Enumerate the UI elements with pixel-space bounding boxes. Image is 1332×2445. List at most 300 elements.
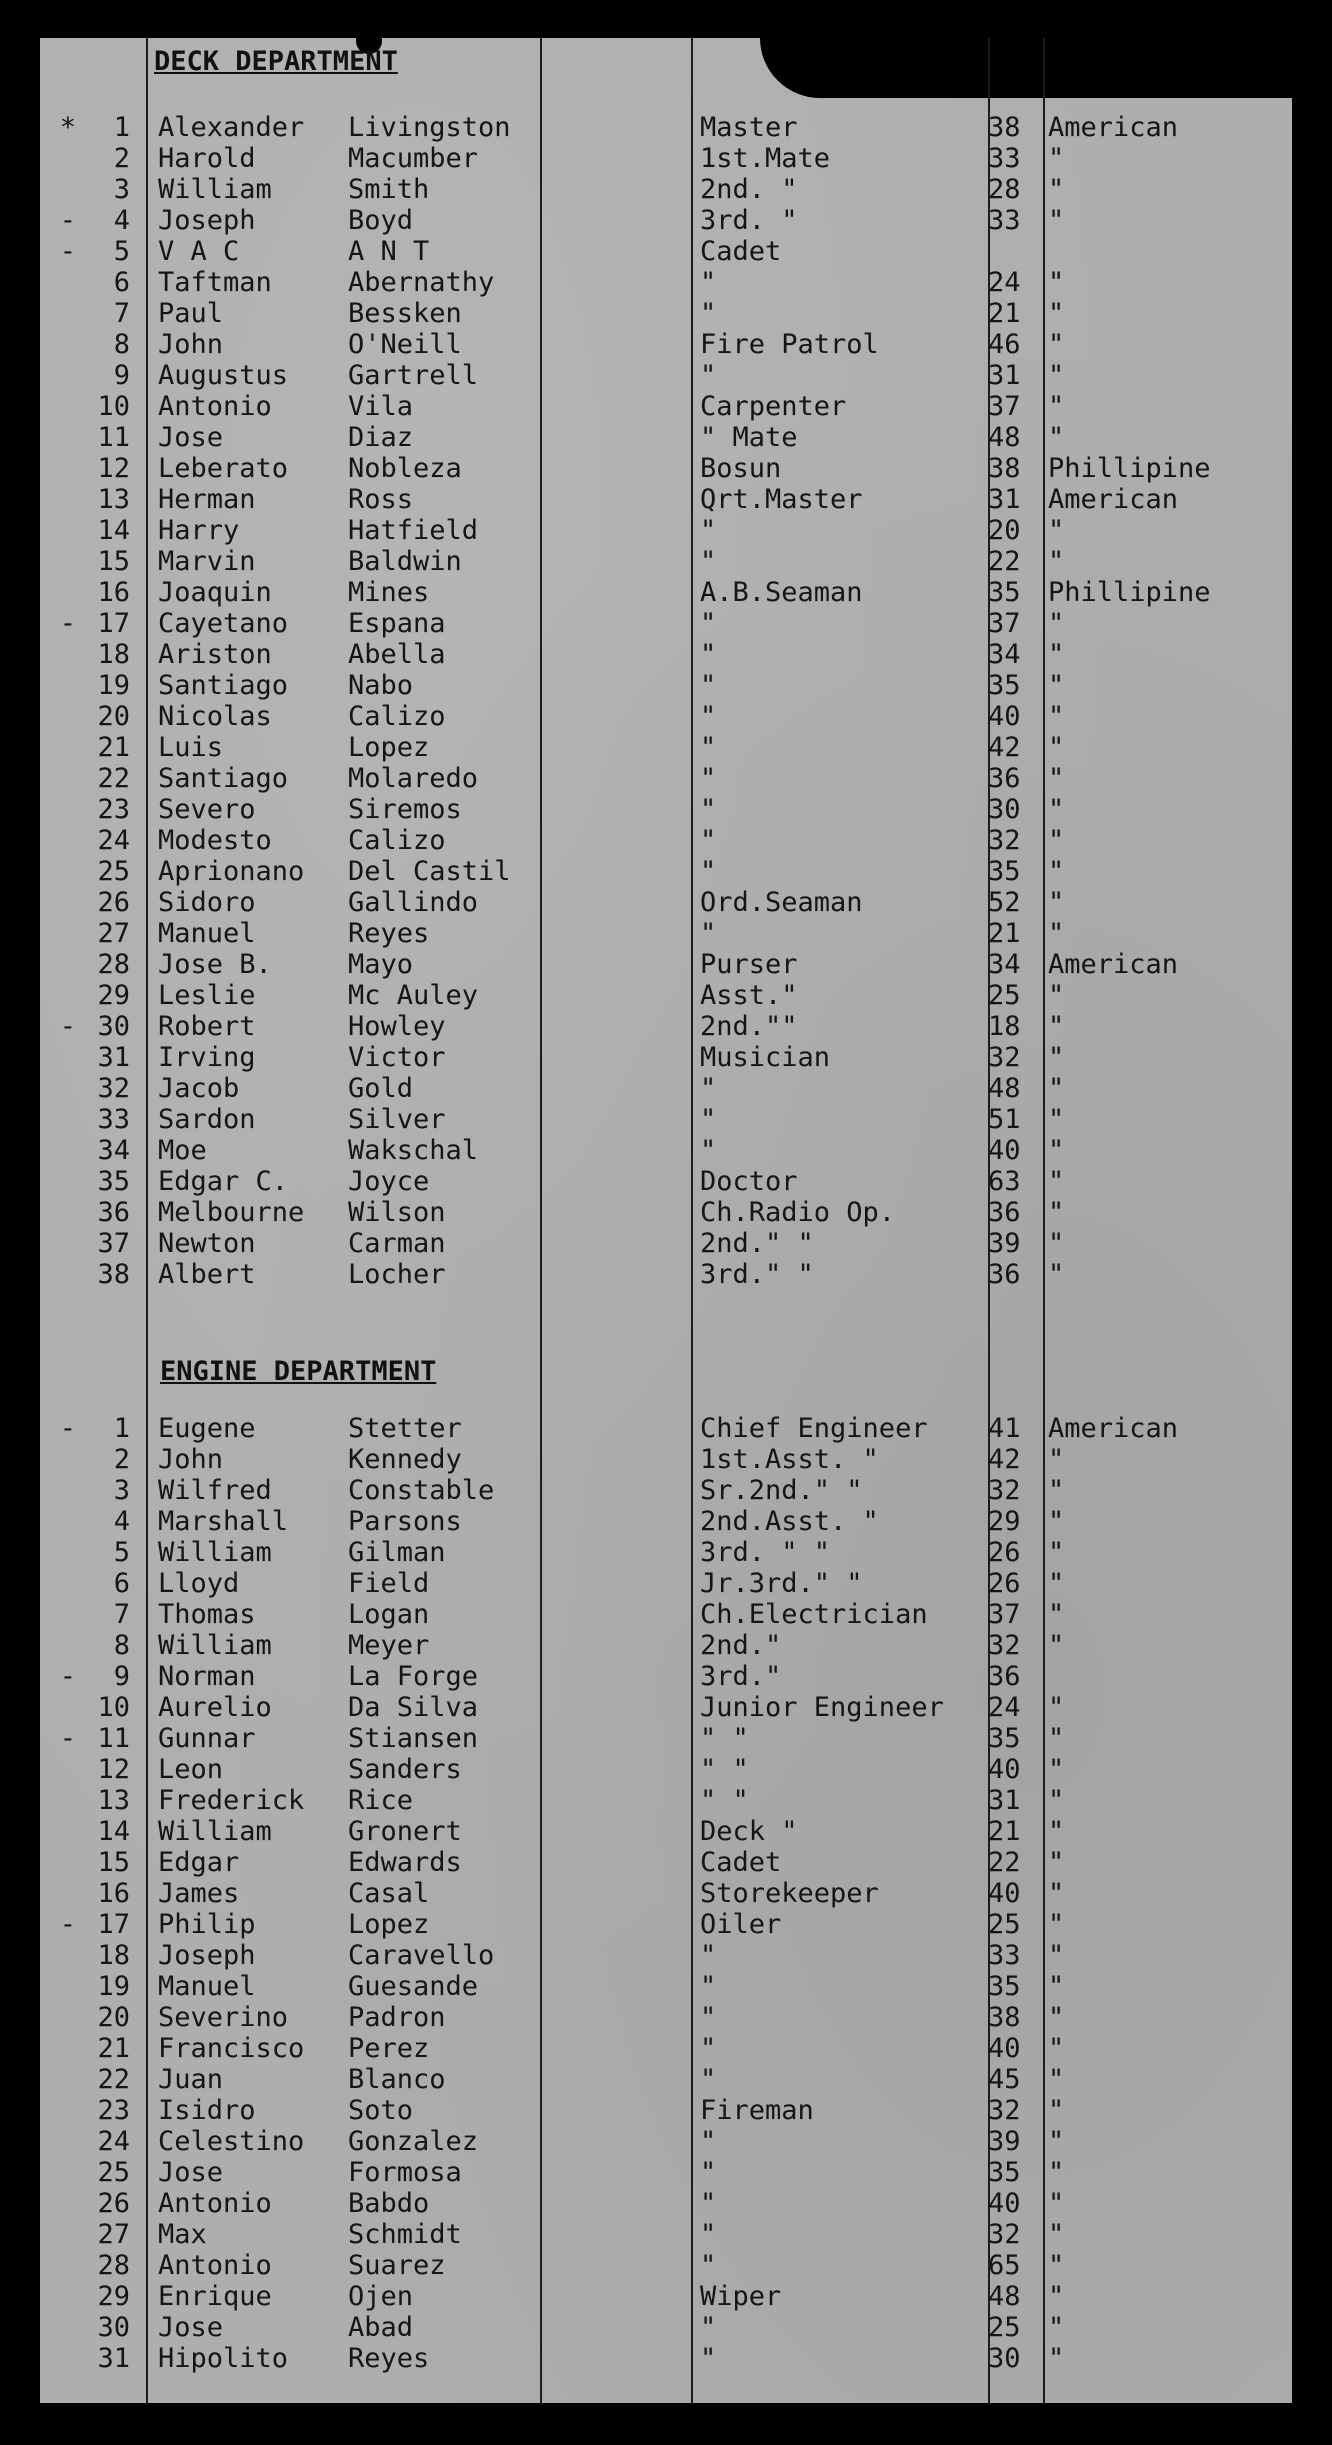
- row-number: 9: [113, 1661, 130, 1692]
- age: 40: [988, 701, 1021, 732]
- table-row: [40, 1723, 1292, 1754]
- position: ": [700, 546, 717, 577]
- position: ": [700, 2250, 717, 2281]
- first-name: Marvin: [158, 546, 256, 577]
- table-row: [40, 267, 1292, 298]
- last-name: Edwards: [348, 1847, 462, 1878]
- nationality: ": [1048, 298, 1065, 329]
- first-name: John: [158, 1444, 224, 1475]
- first-name: William: [158, 1537, 272, 1568]
- nationality: ": [1048, 608, 1065, 639]
- first-name: Jose: [158, 2157, 224, 2188]
- age: 30: [988, 2343, 1021, 2374]
- first-name: Manuel: [158, 1971, 256, 2002]
- position: 3rd. ": [700, 205, 798, 236]
- table-row: [40, 1197, 1292, 1228]
- row-number: 28: [97, 2250, 130, 2281]
- position: " ": [700, 1754, 749, 1785]
- last-name: Lopez: [348, 1909, 430, 1940]
- table-row: [40, 1537, 1292, 1568]
- nationality: ": [1048, 980, 1065, 1011]
- nationality: American: [1048, 112, 1179, 143]
- row-number: 18: [97, 1940, 130, 1971]
- row-number: 20: [97, 2002, 130, 2033]
- age: 33: [988, 1940, 1021, 1971]
- first-name: William: [158, 1816, 272, 1847]
- nationality: ": [1048, 732, 1065, 763]
- table-row: [40, 484, 1292, 515]
- table-row: [40, 205, 1292, 236]
- row-number: 30: [97, 2312, 130, 2343]
- nationality: ": [1048, 1940, 1065, 1971]
- age: 30: [988, 794, 1021, 825]
- deck-department-heading: DECK DEPARTMENT: [154, 46, 398, 77]
- first-name: Robert: [158, 1011, 256, 1042]
- table-row: [40, 1909, 1292, 1940]
- last-name: Casal: [348, 1878, 430, 1909]
- first-name: Marshall: [158, 1506, 289, 1537]
- row-number: 26: [97, 2188, 130, 2219]
- last-name: Perez: [348, 2033, 430, 2064]
- row-number: 17: [97, 1909, 130, 1940]
- nationality: ": [1048, 2002, 1065, 2033]
- row-mark: -: [59, 1661, 76, 1692]
- age: 32: [988, 2095, 1021, 2126]
- age: 36: [988, 1259, 1021, 1290]
- first-name: Joseph: [158, 205, 256, 236]
- nationality: ": [1048, 2219, 1065, 2250]
- nationality: ": [1048, 515, 1065, 546]
- first-name: Celestino: [158, 2126, 305, 2157]
- nationality: ": [1048, 2033, 1065, 2064]
- row-mark: -: [59, 1909, 76, 1940]
- last-name: Ojen: [348, 2281, 414, 2312]
- last-name: A N T: [348, 236, 430, 267]
- row-number: 23: [97, 2095, 130, 2126]
- age: 35: [988, 577, 1021, 608]
- age: 34: [988, 639, 1021, 670]
- position: Fire Patrol: [700, 329, 879, 360]
- last-name: Schmidt: [348, 2219, 462, 2250]
- row-number: 5: [113, 236, 130, 267]
- age: 51: [988, 1104, 1021, 1135]
- table-row: [40, 515, 1292, 546]
- age: 21: [988, 1816, 1021, 1847]
- row-number: 6: [113, 267, 130, 298]
- row-number: 15: [97, 546, 130, 577]
- last-name: Gold: [348, 1073, 414, 1104]
- position: Fireman: [700, 2095, 814, 2126]
- nationality: ": [1048, 1135, 1065, 1166]
- table-row: [40, 391, 1292, 422]
- first-name: Joseph: [158, 1940, 256, 1971]
- first-name: Alexander: [158, 112, 305, 143]
- table-row: [40, 1971, 1292, 2002]
- age: 48: [988, 2281, 1021, 2312]
- row-number: 15: [97, 1847, 130, 1878]
- age: 33: [988, 205, 1021, 236]
- nationality: American: [1048, 1413, 1179, 1444]
- row-number: 21: [97, 2033, 130, 2064]
- nationality: ": [1048, 360, 1065, 391]
- first-name: Jacob: [158, 1073, 240, 1104]
- last-name: Hatfield: [348, 515, 479, 546]
- last-name: Babdo: [348, 2188, 430, 2219]
- nationality: ": [1048, 391, 1065, 422]
- table-row: [40, 825, 1292, 856]
- age: 34: [988, 949, 1021, 980]
- position: Cadet: [700, 236, 782, 267]
- row-number: 11: [97, 422, 130, 453]
- last-name: Field: [348, 1568, 430, 1599]
- age: 25: [988, 2312, 1021, 2343]
- row-number: 2: [113, 1444, 130, 1475]
- table-row: [40, 701, 1292, 732]
- position: " ": [700, 1723, 749, 1754]
- position: 3rd." ": [700, 1259, 814, 1290]
- position: ": [700, 2157, 717, 2188]
- first-name: Wilfred: [158, 1475, 272, 1506]
- row-number: 2: [113, 143, 130, 174]
- first-name: Leberato: [158, 453, 289, 484]
- table-row: [40, 2002, 1292, 2033]
- age: 35: [988, 670, 1021, 701]
- position: ": [700, 639, 717, 670]
- table-row: [40, 887, 1292, 918]
- row-number: 11: [97, 1723, 130, 1754]
- age: 31: [988, 360, 1021, 391]
- table-row: [40, 2188, 1292, 2219]
- table-row: [40, 639, 1292, 670]
- nationality: ": [1048, 422, 1065, 453]
- table-row: [40, 2157, 1292, 2188]
- age: 25: [988, 1909, 1021, 1940]
- row-number: 27: [97, 918, 130, 949]
- row-number: 29: [97, 980, 130, 1011]
- first-name: Modesto: [158, 825, 272, 856]
- first-name: Manuel: [158, 918, 256, 949]
- position: ": [700, 794, 717, 825]
- first-name: Ariston: [158, 639, 272, 670]
- age: 37: [988, 608, 1021, 639]
- position: Ord.Seaman: [700, 887, 863, 918]
- table-row: [40, 112, 1292, 143]
- row-number: 7: [113, 1599, 130, 1630]
- torn-edge: [760, 38, 1292, 98]
- nationality: ": [1048, 2095, 1065, 2126]
- first-name: Jose: [158, 2312, 224, 2343]
- row-number: 24: [97, 2126, 130, 2157]
- first-name: Enrique: [158, 2281, 272, 2312]
- age: 36: [988, 1197, 1021, 1228]
- row-number: 4: [113, 205, 130, 236]
- first-name: Leslie: [158, 980, 256, 1011]
- age: 36: [988, 1661, 1021, 1692]
- table-row: [40, 2250, 1292, 2281]
- last-name: Abernathy: [348, 267, 495, 298]
- age: 40: [988, 1754, 1021, 1785]
- table-row: [40, 422, 1292, 453]
- table-row: [40, 1228, 1292, 1259]
- age: 32: [988, 1042, 1021, 1073]
- last-name: Ross: [348, 484, 414, 515]
- first-name: Edgar: [158, 1847, 240, 1878]
- position: Deck ": [700, 1816, 798, 1847]
- table-row: [40, 1599, 1292, 1630]
- table-row: [40, 856, 1292, 887]
- first-name: Max: [158, 2219, 207, 2250]
- row-mark: -: [59, 1413, 76, 1444]
- row-number: 8: [113, 1630, 130, 1661]
- last-name: Blanco: [348, 2064, 446, 2095]
- position: Bosun: [700, 453, 782, 484]
- first-name: Norman: [158, 1661, 256, 1692]
- last-name: Carman: [348, 1228, 446, 1259]
- first-name: Augustus: [158, 360, 289, 391]
- first-name: Sidoro: [158, 887, 256, 918]
- position: Doctor: [700, 1166, 798, 1197]
- table-row: [40, 577, 1292, 608]
- position: Storekeeper: [700, 1878, 879, 1909]
- last-name: Da Silva: [348, 1692, 479, 1723]
- nationality: ": [1048, 1475, 1065, 1506]
- last-name: Rice: [348, 1785, 414, 1816]
- first-name: Severino: [158, 2002, 289, 2033]
- age: 63: [988, 1166, 1021, 1197]
- row-number: 10: [97, 391, 130, 422]
- table-row: [40, 453, 1292, 484]
- nationality: ": [1048, 1228, 1065, 1259]
- first-name: Antonio: [158, 2188, 272, 2219]
- last-name: Vila: [348, 391, 414, 422]
- age: 29: [988, 1506, 1021, 1537]
- position: Qrt.Master: [700, 484, 863, 515]
- row-mark: *: [59, 112, 76, 143]
- table-row: [40, 2312, 1292, 2343]
- row-number: 25: [97, 2157, 130, 2188]
- row-number: 1: [113, 112, 130, 143]
- age: 26: [988, 1568, 1021, 1599]
- nationality: ": [1048, 1506, 1065, 1537]
- first-name: Sardon: [158, 1104, 256, 1135]
- position: ": [700, 298, 717, 329]
- nationality: ": [1048, 1011, 1065, 1042]
- first-name: Santiago: [158, 670, 289, 701]
- first-name: Harry: [158, 515, 240, 546]
- last-name: Mc Auley: [348, 980, 479, 1011]
- row-number: 1: [113, 1413, 130, 1444]
- table-row: [40, 2343, 1292, 2374]
- position: ": [700, 856, 717, 887]
- position: ": [700, 2343, 717, 2374]
- last-name: Calizo: [348, 701, 446, 732]
- position: ": [700, 2002, 717, 2033]
- last-name: Nabo: [348, 670, 414, 701]
- age: 39: [988, 1228, 1021, 1259]
- row-number: 38: [97, 1259, 130, 1290]
- last-name: Lopez: [348, 732, 430, 763]
- age: 41: [988, 1413, 1021, 1444]
- age: 39: [988, 2126, 1021, 2157]
- age: 32: [988, 1630, 1021, 1661]
- table-row: [40, 1104, 1292, 1135]
- nationality: ": [1048, 1785, 1065, 1816]
- first-name: Leon: [158, 1754, 224, 1785]
- position: Ch.Radio Op.: [700, 1197, 896, 1228]
- row-number: 10: [97, 1692, 130, 1723]
- last-name: Gilman: [348, 1537, 446, 1568]
- table-row: [40, 1630, 1292, 1661]
- nationality: ": [1048, 2188, 1065, 2219]
- position: Ch.Electrician: [700, 1599, 928, 1630]
- position: 2nd.": [700, 1630, 782, 1661]
- nationality: ": [1048, 329, 1065, 360]
- first-name: Severo: [158, 794, 256, 825]
- position: ": [700, 763, 717, 794]
- table-row: [40, 298, 1292, 329]
- row-number: 22: [97, 2064, 130, 2095]
- age: 33: [988, 143, 1021, 174]
- position: ": [700, 2219, 717, 2250]
- nationality: ": [1048, 1197, 1065, 1228]
- table-row: [40, 918, 1292, 949]
- table-row: [40, 1073, 1292, 1104]
- nationality: ": [1048, 1723, 1065, 1754]
- last-name: Macumber: [348, 143, 479, 174]
- position: Asst.": [700, 980, 798, 1011]
- position: ": [700, 918, 717, 949]
- table-row: [40, 1816, 1292, 1847]
- age: 48: [988, 422, 1021, 453]
- first-name: Moe: [158, 1135, 207, 1166]
- position: Master: [700, 112, 798, 143]
- nationality: ": [1048, 1042, 1065, 1073]
- position: ": [700, 267, 717, 298]
- age: 40: [988, 1878, 1021, 1909]
- nationality: ": [1048, 1816, 1065, 1847]
- nationality: ": [1048, 2343, 1065, 2374]
- first-name: Cayetano: [158, 608, 289, 639]
- table-row: [40, 1413, 1292, 1444]
- first-name: Francisco: [158, 2033, 305, 2064]
- nationality: ": [1048, 887, 1065, 918]
- last-name: Padron: [348, 2002, 446, 2033]
- age: 36: [988, 763, 1021, 794]
- first-name: Aurelio: [158, 1692, 272, 1723]
- table-row: [40, 763, 1292, 794]
- last-name: Sanders: [348, 1754, 462, 1785]
- position: ": [700, 1104, 717, 1135]
- last-name: Reyes: [348, 918, 430, 949]
- age: 42: [988, 732, 1021, 763]
- table-row: [40, 1166, 1292, 1197]
- engine-department-heading: ENGINE DEPARTMENT: [160, 1356, 437, 1387]
- table-row: [40, 236, 1292, 267]
- first-name: Eugene: [158, 1413, 256, 1444]
- last-name: Gonzalez: [348, 2126, 479, 2157]
- table-row: [40, 2095, 1292, 2126]
- age: 28: [988, 174, 1021, 205]
- last-name: Parsons: [348, 1506, 462, 1537]
- row-number: 16: [97, 1878, 130, 1909]
- nationality: ": [1048, 1878, 1065, 1909]
- table-row: [40, 1444, 1292, 1475]
- last-name: Wakschal: [348, 1135, 479, 1166]
- last-name: Formosa: [348, 2157, 462, 2188]
- position: ": [700, 2126, 717, 2157]
- last-name: Del Castil: [348, 856, 511, 887]
- nationality: ": [1048, 1104, 1065, 1135]
- age: 37: [988, 391, 1021, 422]
- nationality: ": [1048, 205, 1065, 236]
- position: 2nd."": [700, 1011, 798, 1042]
- nationality: ": [1048, 267, 1065, 298]
- nationality: ": [1048, 1444, 1065, 1475]
- table-row: [40, 1568, 1292, 1599]
- age: 25: [988, 980, 1021, 1011]
- position: ": [700, 1135, 717, 1166]
- last-name: Kennedy: [348, 1444, 462, 1475]
- last-name: O'Neill: [348, 329, 462, 360]
- position: ": [700, 1073, 717, 1104]
- nationality: ": [1048, 546, 1065, 577]
- position: ": [700, 701, 717, 732]
- position: Purser: [700, 949, 798, 980]
- row-mark: -: [59, 608, 76, 639]
- table-row: [40, 1754, 1292, 1785]
- row-mark: -: [59, 236, 76, 267]
- age: 24: [988, 267, 1021, 298]
- nationality: ": [1048, 2281, 1065, 2312]
- last-name: Gartrell: [348, 360, 479, 391]
- first-name: Lloyd: [158, 1568, 240, 1599]
- last-name: Siremos: [348, 794, 462, 825]
- nationality: ": [1048, 1166, 1065, 1197]
- position: Wiper: [700, 2281, 782, 2312]
- nationality: ": [1048, 1073, 1065, 1104]
- row-number: 14: [97, 515, 130, 546]
- age: 40: [988, 2033, 1021, 2064]
- row-number: 36: [97, 1197, 130, 1228]
- position: " ": [700, 1785, 749, 1816]
- position: " Mate: [700, 422, 798, 453]
- row-mark: -: [59, 1723, 76, 1754]
- age: 38: [988, 112, 1021, 143]
- row-number: 30: [97, 1011, 130, 1042]
- last-name: Calizo: [348, 825, 446, 856]
- age: 20: [988, 515, 1021, 546]
- first-name: Hipolito: [158, 2343, 289, 2374]
- nationality: ": [1048, 670, 1065, 701]
- first-name: Luis: [158, 732, 224, 763]
- table-row: [40, 1135, 1292, 1166]
- table-row: [40, 2033, 1292, 2064]
- last-name: Locher: [348, 1259, 446, 1290]
- nationality: ": [1048, 1909, 1065, 1940]
- last-name: Smith: [348, 174, 430, 205]
- nationality: ": [1048, 1630, 1065, 1661]
- age: 32: [988, 825, 1021, 856]
- row-number: 25: [97, 856, 130, 887]
- table-row: [40, 608, 1292, 639]
- row-number: 22: [97, 763, 130, 794]
- age: 21: [988, 298, 1021, 329]
- last-name: Constable: [348, 1475, 495, 1506]
- table-row: [40, 1692, 1292, 1723]
- nationality: ": [1048, 1599, 1065, 1630]
- first-name: Harold: [158, 143, 256, 174]
- last-name: Baldwin: [348, 546, 462, 577]
